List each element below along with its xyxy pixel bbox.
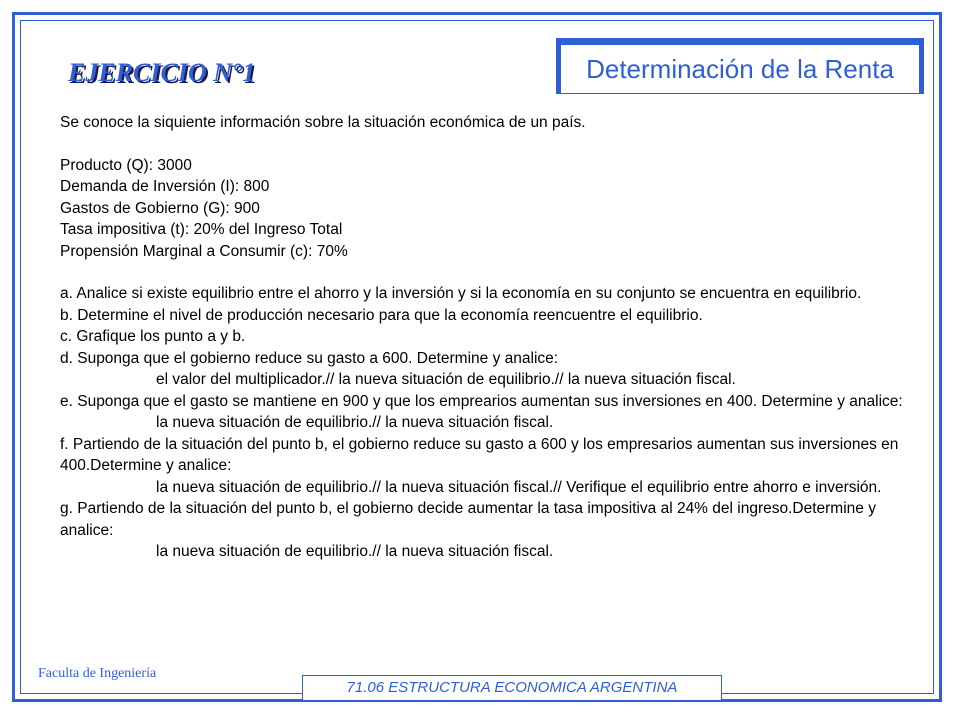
question-c: c. Grafique los punto a y b. xyxy=(60,328,246,345)
question-b: b. Determine el nivel de producción necesario para que la economía reencuentre el equilibrio. xyxy=(60,306,703,324)
exercise-content xyxy=(60,112,920,563)
question-d: d. Suponga que el gobierno reduce su gasto a 600. Determine y analice: xyxy=(60,349,559,367)
data-item-tax-rate: Tasa impositiva (t): 20% del Ingreso Total xyxy=(60,221,343,238)
data-item-investment: Demanda de Inversión (I): 800 xyxy=(60,178,270,195)
course-label: 71.06 ESTRUCTURA ECONOMICA ARGENTINA xyxy=(302,675,722,701)
question-g: g. Partiendo de la situación del punto b, el gobierno decide aumentar la tasa impositiva al 24% del ingreso.Determine y analice: xyxy=(60,500,876,539)
question-e-sub: la nueva situación de equilibrio.// la nueva situación fiscal. xyxy=(156,414,554,431)
faculty-label: Faculta de Ingeniería xyxy=(38,666,157,681)
data-item-product: Producto (Q): 3000 xyxy=(60,156,192,174)
data-item-mpc: Propensión Marginal a Consumir (c): 70% xyxy=(60,242,348,260)
spacer xyxy=(60,262,920,283)
question-e: e. Suponga que el gasto se mantiene en 900 y que los emprearios aumentan sus inversiones en 400. Determine y analice: xyxy=(60,392,903,410)
question-f: f. Partiendo de la situación del punto b, el gobierno reduce su gasto a 600 y los empresarios aumentan sus inversiones en 400.Determine y analice: xyxy=(60,435,899,474)
intro-text: Se conoce la siquiente información sobre la situación económica de un país. xyxy=(60,114,586,131)
exercise-title: EJERCICIO N°1 xyxy=(68,58,256,87)
spacer xyxy=(60,134,920,155)
slide-title: Determinación de la Renta xyxy=(560,44,920,94)
question-f-sub xyxy=(60,477,920,499)
question-g-sub: la nueva situación de equilibrio.// la nueva situación fiscal. xyxy=(156,543,554,560)
question-f-sub-text: la nueva situación de equilibrio.// la nueva situación fiscal.// Verifique el equilibrio entre ahorro e inversión. xyxy=(156,478,882,496)
data-item-government: Gastos de Gobierno (G): 900 xyxy=(60,199,260,217)
question-a: a. Analice si existe equilibrio entre el ahorro y la inversión y si la economía en su conjunto se encuentra en equilibrio. xyxy=(60,285,862,302)
question-d-sub: el valor del multiplicador.// la nueva situación de equilibrio.// la nueva situación fiscal. xyxy=(156,371,736,388)
